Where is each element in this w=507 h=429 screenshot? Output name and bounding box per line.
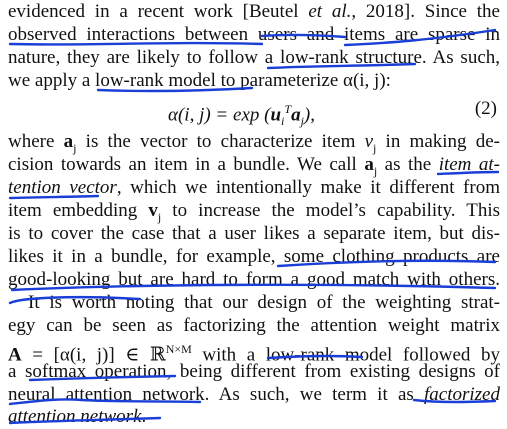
text-line <box>8 405 500 429</box>
text-line: likes it in a bundle, for example, some clothing products are <box>8 246 500 267</box>
math-symbol: A <box>8 344 22 366</box>
math-subscript: j <box>373 163 378 178</box>
text-line <box>8 199 500 223</box>
text-line: egy can be seen as factorizing the attention weight matrix <box>8 315 500 336</box>
text-line: good-looking but are hard to form a good match with others. <box>8 269 500 290</box>
math-subscript: j <box>300 114 304 129</box>
math-symbol: v <box>364 131 373 152</box>
text-line: is to cover the case that a user likes a separate item, but dis- <box>8 223 500 244</box>
text-run: . <box>141 406 147 427</box>
equation-rhs: ), <box>303 104 315 126</box>
emphasis-term: tention vector <box>8 177 117 198</box>
text-run: = [α(i, j)] ∈ ℝ <box>21 344 166 366</box>
text-run: in making de- <box>376 131 500 152</box>
text-run: , which we intentionally make it different from <box>116 177 500 198</box>
text-line: we apply a low-rank model to parameterize α(i, j): <box>8 70 391 91</box>
text-line <box>8 337 500 366</box>
text-run: as the <box>377 154 439 175</box>
math-symbol: a <box>364 154 374 175</box>
text-run: item embedding <box>8 200 149 221</box>
math-superscript: N×M <box>165 342 192 356</box>
text-run: with a low-rank model followed by <box>191 344 500 366</box>
text-line: nature, they are likely to follow a low-rank structure. As such, <box>8 47 500 68</box>
text-run: cision towards an item in a bundle. We call <box>8 154 365 175</box>
citation-etal: et al. <box>308 1 352 22</box>
emphasis-term: attention network <box>8 406 142 427</box>
text-line <box>8 383 500 407</box>
math-symbol: v <box>148 200 158 221</box>
text-run: evidenced in a recent work [Beutel <box>8 1 309 22</box>
text-run: where <box>8 131 64 152</box>
math-symbol: a <box>291 104 301 126</box>
text-line <box>8 153 500 177</box>
equation-2 <box>0 95 507 129</box>
equation-number: (2) <box>474 98 497 119</box>
math-subscript: j <box>157 209 162 224</box>
math-superscript: T <box>284 102 292 116</box>
text-line: It is worth noting that our design of the weighting strat- <box>28 292 500 313</box>
text-run: is the vector to characterize item <box>76 131 365 152</box>
text-line <box>8 176 500 200</box>
text-line <box>8 130 500 154</box>
math-symbol: u <box>270 104 282 126</box>
math-subscript: j <box>373 140 377 155</box>
emphasis-term: factorized <box>424 384 500 405</box>
text-line: a softmax operation, being different from existing designs of <box>8 361 500 382</box>
math-subscript: i <box>281 114 285 129</box>
text-run: neural attention network. As such, we term it as <box>8 384 424 405</box>
text-run: to increase the model’s capability. This <box>161 200 500 221</box>
text-run: , 2018]. Since the <box>351 1 500 22</box>
text-line: observed interactions between users and items are sparse in <box>8 24 500 45</box>
emphasis-term: item at- <box>438 154 501 175</box>
math-subscript: j <box>73 140 77 155</box>
text-line <box>8 0 500 24</box>
equation-lhs: α(i, j) = exp ( <box>168 104 271 126</box>
math-symbol: a <box>63 131 74 152</box>
